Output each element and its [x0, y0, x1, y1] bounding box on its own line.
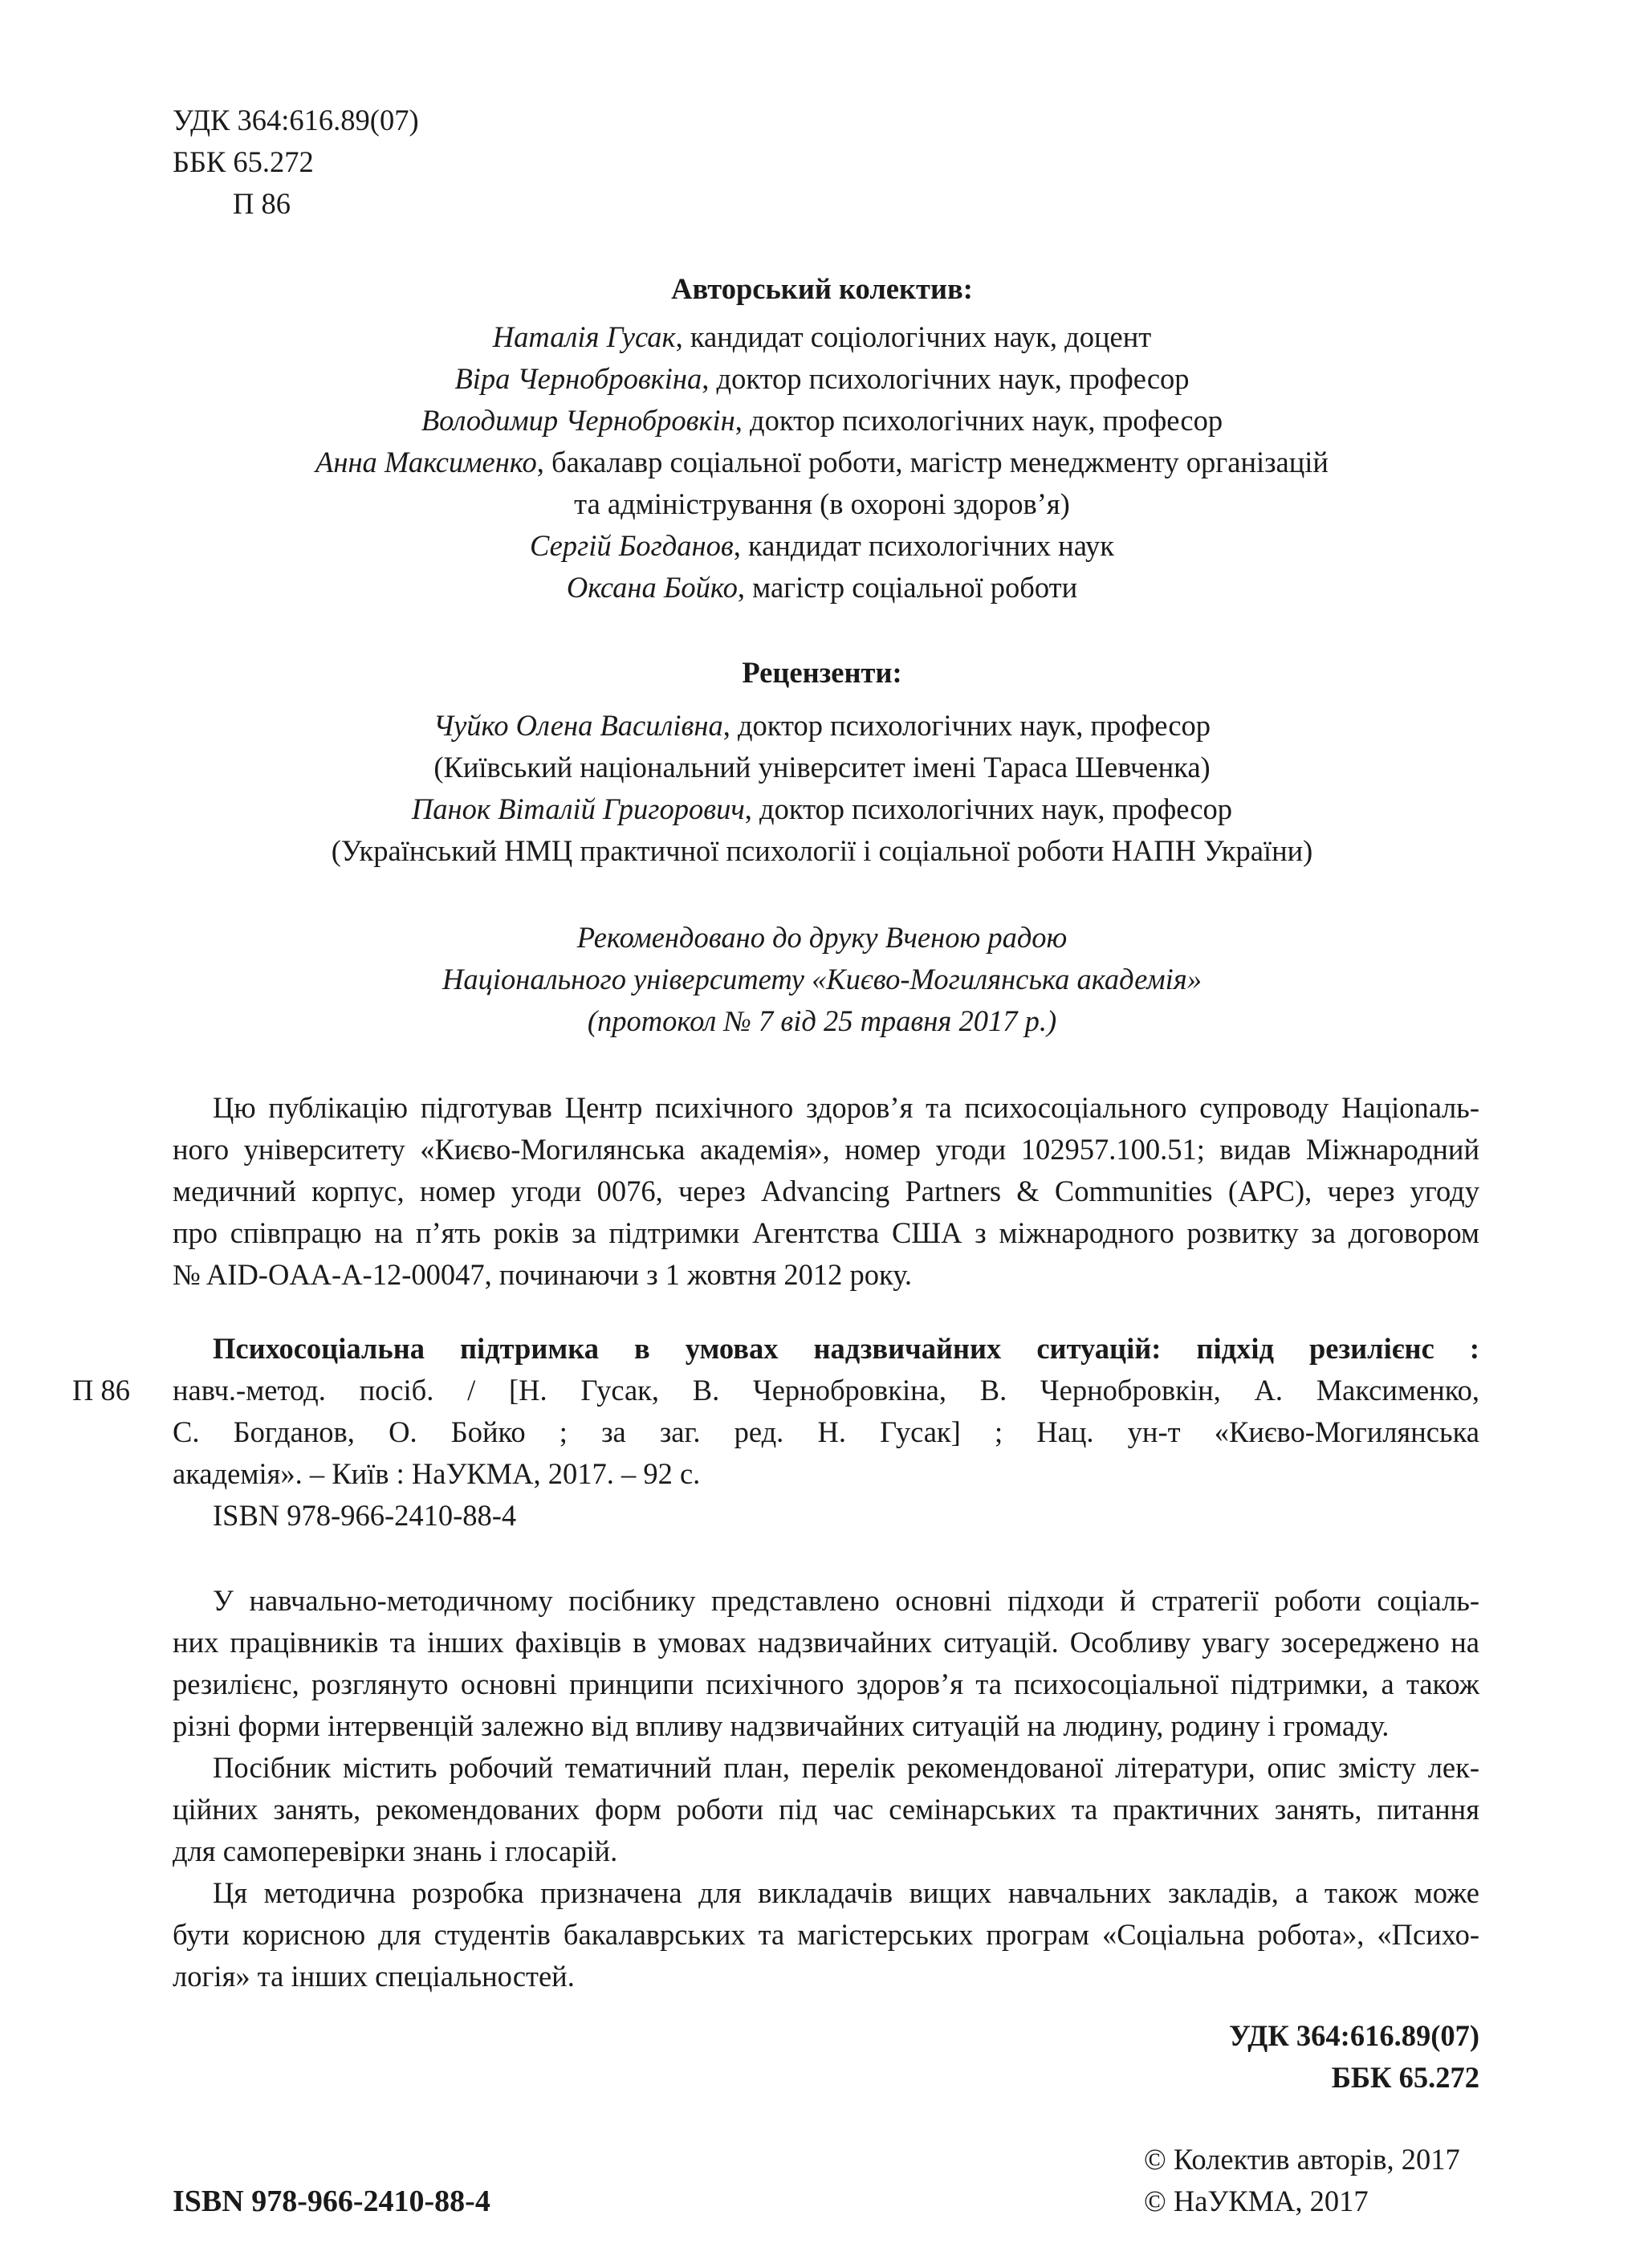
abstract-line: бути корисною для студентів бакалаврських та магістерських програм «Соціальна робота», «Психо- [173, 1918, 1479, 1951]
reviewers-heading: Рецензенти: [742, 656, 902, 689]
abstract-line: Ця методична розробка призначена для викладачів вищих навчальних закладів, а також може [213, 1876, 1479, 1909]
header-code: П 86 [233, 187, 291, 220]
bib-title: Психосоціальна підтримка в умовах надзвичайних ситуацій: підхід резилієнс : [213, 1332, 1479, 1365]
bib-isbn: ISBN 978-966-2410-88-4 [213, 1499, 517, 1532]
acknowledgement-line: про співпрацю на п’ять років за підтримки Агентства США з міжнародного розвитку за договором [173, 1216, 1479, 1249]
authors-heading: Авторський колектив: [671, 272, 973, 305]
reviewer-line: Панок Віталій Григорович, доктор психологічних наук, професор [411, 792, 1233, 825]
bib-line: навч.-метод. посіб. / [Н. Гусак, В. Чернобровкіна, В. Чернобровкін, А. Максименко, [173, 1374, 1479, 1407]
acknowledgement-line: ного університету «Києво-Могилянська академія», номер угоди 102957.100.51; видав Міжнародний [173, 1133, 1479, 1166]
recommendation-line: Національного університету «Києво-Могилянська академія» [442, 963, 1202, 996]
bib-line: С. Богданов, О. Бойко ; за заг. ред. Н. Гусак] ; Нац. ун-т «Києво-Могилянська [173, 1415, 1479, 1448]
reviewer-line: Чуйко Олена Василівна, доктор психологічних наук, професор [433, 709, 1211, 742]
bib-line: академія». – Київ : НаУКМА, 2017. – 92 с. [173, 1457, 701, 1490]
abstract-line: них працівників та інших фахівців в умовах надзвичайних ситуацій. Особливу увагу зосереджено на [173, 1626, 1479, 1659]
reviewer-line: (Український НМЦ практичної психології і соціальної роботи НАПН України) [331, 834, 1313, 867]
acknowledgement-line: № AID-OAA-A-12-00047, починаючи з 1 жовтня 2012 року. [173, 1258, 912, 1291]
recommendation-line: (протокол № 7 від 25 травня 2017 р.) [587, 1004, 1057, 1037]
copyright-authors: © Колектив авторів, 2017 [1144, 2143, 1460, 2176]
author-line: Володимир Чернобровкін, доктор психологічних наук, професор [421, 404, 1223, 437]
copyright-publisher: © НаУКМА, 2017 [1144, 2185, 1369, 2217]
header-bbk: ББК 65.272 [173, 145, 314, 178]
abstract-line: різні форми інтервенцій залежно від впливу надзвичайних ситуацій на людину, родину і громаду. [173, 1709, 1390, 1742]
abstract-line: резилієнс, розглянуто основні принципи психічного здоров’я та психосоціальної підтримки, а також [173, 1667, 1479, 1700]
abstract-line: ційних занять, рекомендованих форм роботи під час семінарських та практичних занять, питання [173, 1793, 1479, 1826]
abstract-line: для самоперевірки знань і глосарій. [173, 1834, 618, 1867]
header-udk: УДК 364:616.89(07) [173, 104, 419, 136]
footer-isbn: ISBN 978-966-2410-88-4 [173, 2185, 490, 2218]
author-line: Анна Максименко, бакалавр соціальної роботи, магістр менеджменту організацій [315, 446, 1329, 478]
author-line: Сергій Богданов, кандидат психологічних наук [529, 529, 1115, 562]
footer-udk: УДК 364:616.89(07) [1229, 2019, 1479, 2052]
reviewer-line: (Київський національний університет імені Тараса Шевченка) [433, 751, 1211, 784]
author-line: Оксана Бойко, магістр соціальної роботи [566, 571, 1078, 604]
footer-bbk: ББК 65.272 [1331, 2061, 1479, 2094]
abstract-line: Посібник містить робочий тематичний план, перелік рекомендованої літератури, опис змісту лек- [213, 1751, 1479, 1784]
author-line: Віра Чернобровкіна, доктор психологічних наук, професор [454, 362, 1190, 395]
author-line: та адміністрування (в охороні здоров’я) [574, 487, 1070, 520]
bib-code: П 86 [72, 1374, 130, 1407]
author-line: Наталія Гусак, кандидат соціологічних наук, доцент [492, 320, 1152, 353]
acknowledgement-line: медичний корпус, номер угоди 0076, через Advancing Partners & Communities (APC), через угоду [173, 1175, 1479, 1207]
recommendation-line: Рекомендовано до друку Вченою радою [576, 921, 1068, 954]
abstract-line: логія» та інших спеціальностей. [173, 1960, 575, 1993]
abstract-line: У навчально-методичному посібнику представлено основні підходи й стратегії роботи соціаль- [213, 1584, 1479, 1617]
acknowledgement-line: Цю публікацію підготував Центр психічного здоров’я та психосоціального супроводу Націonaль- [213, 1091, 1479, 1124]
